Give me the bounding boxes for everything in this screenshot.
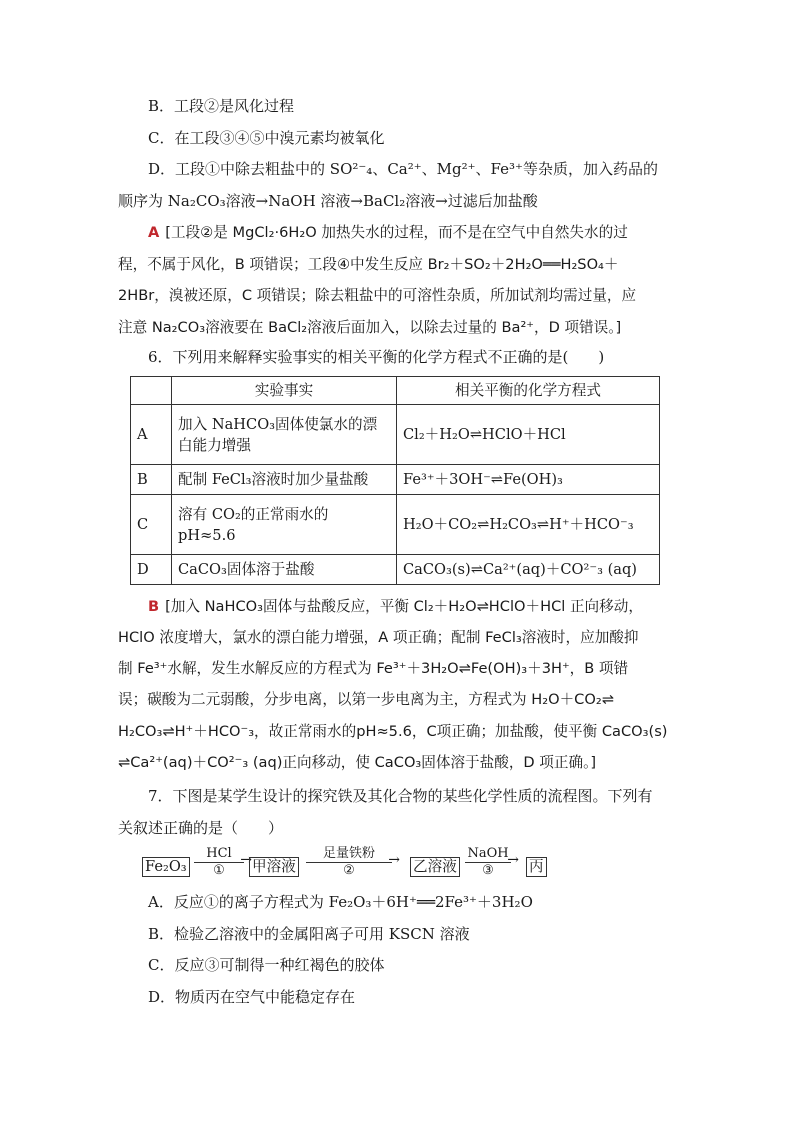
flow-mid2-box: 乙溶液 xyxy=(410,857,460,877)
table-header-cell xyxy=(131,377,172,405)
row-equation: Fe³⁺＋3OH⁻⇌Fe(OH)₃ xyxy=(397,465,660,495)
q7-stem-line1: 7．下图是某学生设计的探究铁及其化合物的某些化学性质的流程图。下列有 xyxy=(148,787,653,805)
q7-stem-line2: 关叙述正确的是（ ） xyxy=(118,819,284,837)
table-row xyxy=(131,465,660,495)
q6-explanation-line6: ⇌Ca²⁺(aq)＋CO²⁻₃ (aq)正向移动，使 CaCO₃固体溶于盐酸，D 项正确。] xyxy=(118,754,597,771)
row-label: C xyxy=(131,495,172,555)
table-header-cell: 实验事实 xyxy=(172,377,397,405)
q6-exp-text1: [加入 NaHCO₃固体与盐酸反应，平衡 Cl₂＋H₂O⇌HClO＋HCl 正向移动， xyxy=(165,598,643,615)
row-label: A xyxy=(131,405,172,465)
table-header-row xyxy=(131,377,660,405)
q6-explanation-line3: 制 Fe³⁺水解，发生水解反应的方程式为 Fe³⁺＋3H₂O⇌Fe(OH)₃＋3H⁺，B 项错 xyxy=(118,660,629,677)
flow-arrow-1-top: HCl xyxy=(206,846,232,861)
table-row xyxy=(131,495,660,555)
flow-arrow-2 xyxy=(306,846,392,878)
q6-table xyxy=(130,376,660,585)
row-label: D xyxy=(131,555,172,585)
flow-arrow-1-bottom: ① xyxy=(213,863,225,878)
q5-explanation-line2: 程，不属于风化，B 项错误；工段④中发生反应 Br₂＋SO₂＋2H₂O══H₂SO₄＋ xyxy=(118,256,619,273)
q5-explanation-line1 xyxy=(148,223,628,243)
row-fact: 配制 FeCl₃溶液时加少量盐酸 xyxy=(172,465,397,495)
q6-explanation-line2: HClO 浓度增大，氯水的漂白能力增强，A 项正确；配制 FeCl₃溶液时，应加酸抑 xyxy=(118,629,639,646)
table-row xyxy=(131,405,660,465)
q7-option-c: C．反应③可制得一种红褐色的胶体 xyxy=(148,956,385,974)
q6-stem: 6．下列用来解释实验事实的相关平衡的化学方程式不正确的是( ) xyxy=(148,348,605,366)
flow-end-box: 丙 xyxy=(526,857,547,877)
row-fact: 加入 NaHCO₃固体使氯水的漂白能力增强 xyxy=(172,405,397,465)
row-equation: H₂O＋CO₂⇌H₂CO₃⇌H⁺＋HCO⁻₃ xyxy=(397,495,660,555)
q6-explanation-line4: 误；碳酸为二元弱酸，分步电离，以第一步电离为主，方程式为 H₂O＋CO₂⇌ xyxy=(118,691,614,708)
q5-answer-letter: A xyxy=(148,224,160,241)
table-row xyxy=(131,555,660,585)
flow-start-box: Fe₂O₃ xyxy=(142,857,190,877)
q5-option-d-line2: 顺序为 Na₂CO₃溶液→NaOH 溶液→BaCl₂溶液→过滤后加盐酸 xyxy=(118,192,538,210)
flow-arrow-3-top: NaOH xyxy=(467,846,509,861)
row-fact: 溶有 CO₂的正常雨水的 pH≈5.6 xyxy=(172,495,397,555)
row-label: B xyxy=(131,465,172,495)
q6-explanation-line1 xyxy=(148,597,643,617)
row-equation: Cl₂＋H₂O⇌HClO＋HCl xyxy=(397,405,660,465)
flow-mid1-box: 甲溶液 xyxy=(249,857,299,877)
table-header-cell: 相关平衡的化学方程式 xyxy=(397,377,660,405)
flow-arrow-3-bottom: ③ xyxy=(482,863,494,878)
flow-arrow-2-top: 足量铁粉 xyxy=(322,846,375,861)
row-fact: CaCO₃固体溶于盐酸 xyxy=(172,555,397,585)
flow-arrow-1 xyxy=(194,846,244,878)
q5-explanation-line4: 注意 Na₂CO₃溶液要在 BaCl₂溶液后面加入，以除去过量的 Ba²⁺，D 项错误。] xyxy=(118,319,622,336)
q7-option-b: B．检验乙溶液中的金属阳离子可用 KSCN 溶液 xyxy=(148,925,470,943)
q5-option-b: B．工段②是风化过程 xyxy=(148,97,295,115)
row-equation: CaCO₃(s)⇌Ca²⁺(aq)＋CO²⁻₃ (aq) xyxy=(397,555,660,585)
q5-option-d-line1: D．工段①中除去粗盐中的 SO²⁻₄、Ca²⁺、Mg²⁺、Fe³⁺等杂质，加入药品的 xyxy=(148,160,658,178)
flow-arrow-2-bottom: ② xyxy=(343,863,355,878)
q5-option-c: C．在工段③④⑤中溴元素均被氧化 xyxy=(148,129,385,147)
q6-explanation-line5: H₂CO₃⇌H⁺＋HCO⁻₃，故正常雨水的pH≈5.6，C项正确；加盐酸，使平衡 CaCO₃(s) xyxy=(118,723,668,740)
q7-option-d: D．物质丙在空气中能稳定存在 xyxy=(148,988,356,1006)
q5-exp-text1: [工段②是 MgCl₂·6H₂O 加热失水的过程，而不是在空气中自然失水的过 xyxy=(165,224,628,241)
q5-explanation-line3: 2HBr，溴被还原，C 项错误；除去粗盐中的可溶性杂质，所加试剂均需过量，应 xyxy=(118,287,637,304)
q7-flowchart xyxy=(142,846,562,890)
q6-answer-letter: B xyxy=(148,598,160,615)
q7-option-a: A．反应①的离子方程式为 Fe₂O₃＋6H⁺══2Fe³⁺＋3H₂O xyxy=(148,893,533,911)
flow-arrow-3 xyxy=(465,846,511,878)
